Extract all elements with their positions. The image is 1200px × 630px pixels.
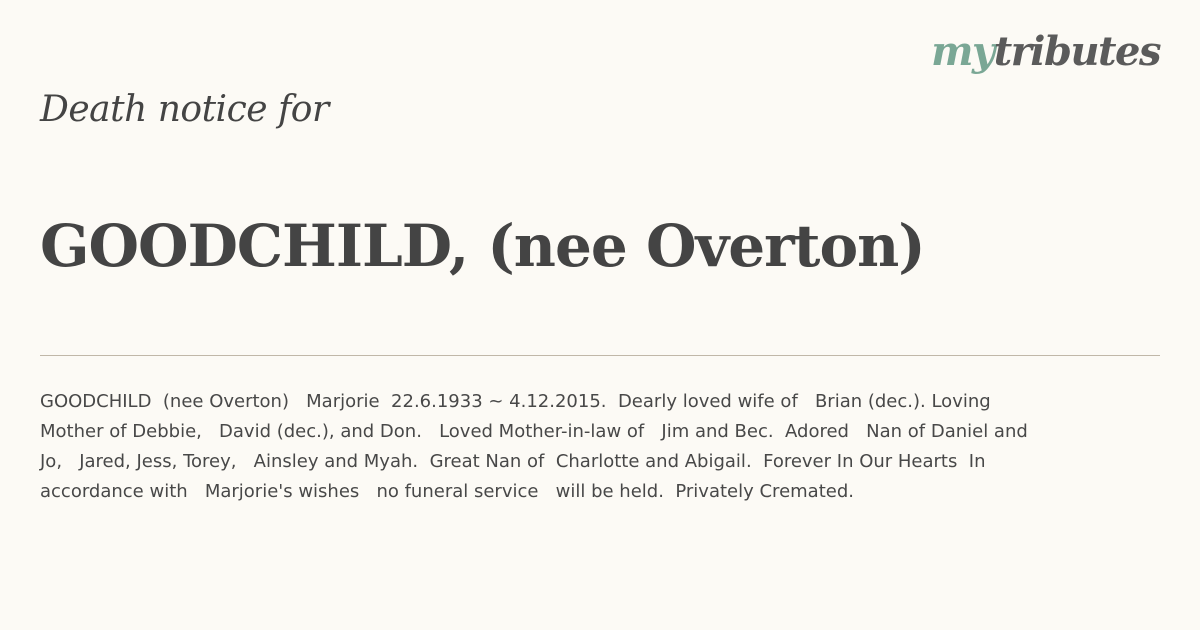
logo-tributes: tributes [993,28,1160,75]
deceased-name: GOODCHILD, (nee Overton) [40,212,925,280]
notice-body-text: GOODCHILD (nee Overton) Marjorie 22.6.1933 ~ 4.12.2015. Dearly loved wife of Brian (dec.). Loving Mother of Debbie, David (dec.), and Don. Loved Mother-in-law of Jim and Bec. Adored Nan of Daniel and Jo, Jared, Jess, Torey, Ainsley and Myah. Great Nan of Charlotte and Abigail. Forever In Our Hearts In accordance with Marjorie's wishes no funeral service will be held. Privately Cremated. [40,391,1028,502]
divider [40,355,1160,356]
logo-my: my [931,28,994,75]
notice-type-label: Death notice for [40,89,329,130]
mytributes-logo[interactable] [931,28,1160,75]
